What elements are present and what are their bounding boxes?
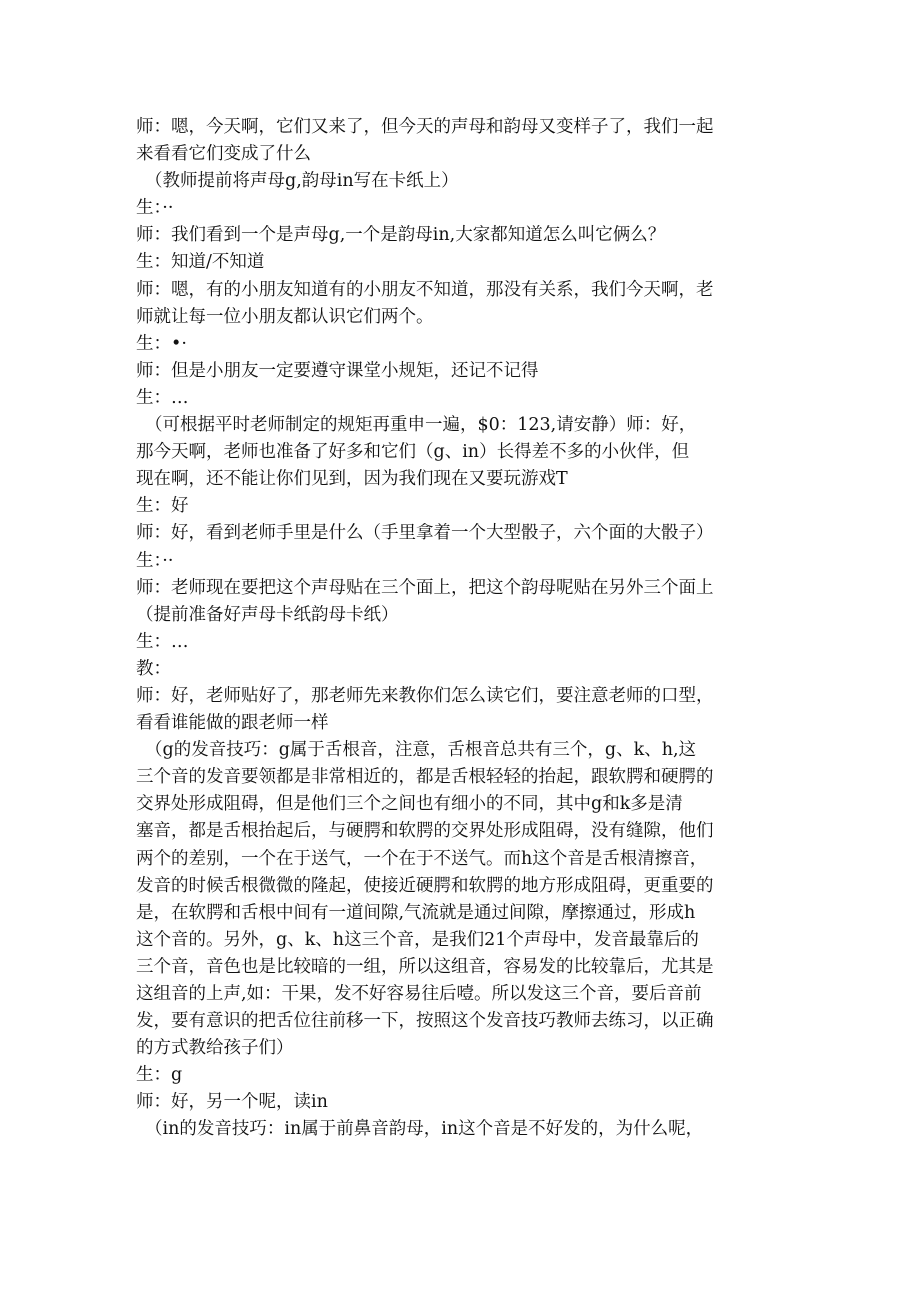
text-line: 师：嗯，今天啊，它们又来了，但今天的声母和韵母又变样子了，我们一起 (136, 117, 714, 137)
text-line: 三个音，音色也是比较暗的一组，所以这组音，容易发的比较靠后，尤其是 (136, 956, 714, 977)
text-line: 师：好，另一个呢，读in (136, 1092, 328, 1113)
text-line: 生：·· (136, 198, 174, 219)
text-line: 塞音，都是舌根抬起后，与硬腭和软腭的交界处形成阻碍，没有缝隙，他们 (136, 821, 714, 842)
text-line: 这个音的。另外，g、k、h这三个音，是我们21个声母中，发音最靠后的 (136, 929, 699, 950)
text-line: 生：·· (136, 550, 174, 571)
text-line: 发音的时候舌根微微的隆起，使接近硬腭和软腭的地方形成阻碍，更重要的 (136, 875, 714, 896)
text-line: 师：嗯，有的小朋友知道有的小朋友不知道，那没有关系，我们今天啊，老 (136, 279, 714, 300)
text-line: （g的发音技巧：g属于舌根音，注意，舌根音总共有三个，g、k、h,这 (145, 740, 697, 761)
text-line: 教： (136, 658, 171, 679)
text-line: 来看看它们变成了什么 (136, 144, 311, 165)
text-line: （可根据平时老师制定的规矩再重申一遍，$0：123,请安静）师：好， (145, 415, 697, 436)
text-line: 两个的差别，一个在于送气，一个在于不送气。而h这个音是舌根清擦音， (136, 848, 708, 869)
text-line: 的方式教给孩子们） (136, 1038, 294, 1059)
text-line: 发，要有意识的把舌位往前移一下，按照这个发音技巧教师去练习，以正确 (136, 1011, 714, 1032)
text-line: 师就让每一位小朋友都认识它们两个。 (136, 306, 434, 327)
text-line: 生：知道/不知道 (136, 252, 265, 273)
text-line: 生：g (136, 1065, 183, 1086)
text-line: 交界处形成阻碍，但是他们三个之间也有细小的不同，其中g和k多是清 (136, 794, 683, 815)
text-line: 看看谁能做的跟老师一样 (136, 713, 329, 734)
text-line: 生：•· (136, 333, 187, 354)
text-line: 师：好，老师贴好了，那老师先来教你们怎么读它们，要注意老师的口型， (136, 685, 714, 706)
text-line: （提前准备好声母卡纸韵母卡纸） (136, 604, 399, 625)
text-line: 师：好，看到老师手里是什么（手里拿着一个大型骰子，六个面的大骰子） (136, 523, 714, 544)
text-line: 师：我们看到一个是声母g,一个是韵母in,大家都知道怎么叫它俩么？ (136, 225, 666, 246)
text-line: 师：老师现在要把这个声母贴在三个面上，把这个韵母呢贴在另外三个面上 (136, 577, 714, 598)
text-line: 是，在软腭和舌根中间有一道间隙,气流就是通过间隙，摩擦通过，形成h (136, 902, 696, 923)
text-line: 师：但是小朋友一定要遵守课堂小规矩，还记不记得 (136, 360, 539, 381)
text-line: （in的发音技巧：in属于前鼻音韵母，in这个音是不好发的，为什么呢， (145, 1119, 704, 1140)
text-line: 生：好 (136, 496, 189, 517)
text-line: 三个音的发音要领都是非常相近的，都是舌根轻轻的抬起，跟软腭和硬腭的 (136, 767, 714, 788)
text-line: 那今天啊，老师也准备了好多和它们（g、in）长得差不多的小伙伴，但 (136, 442, 690, 463)
document-body (136, 114, 816, 1144)
text-line: 这组音的上声,如：干果，发不好容易往后噎。所以发这三个音，要后音前 (136, 984, 702, 1004)
text-line: 现在啊，还不能让你们见到，因为我们现在又要玩游戏T (136, 469, 568, 490)
text-line: （教师提前将声母g,韵母in写在卡纸上） (145, 171, 459, 192)
text-line: 生：… (136, 387, 189, 408)
text-line: 生：… (136, 631, 189, 652)
